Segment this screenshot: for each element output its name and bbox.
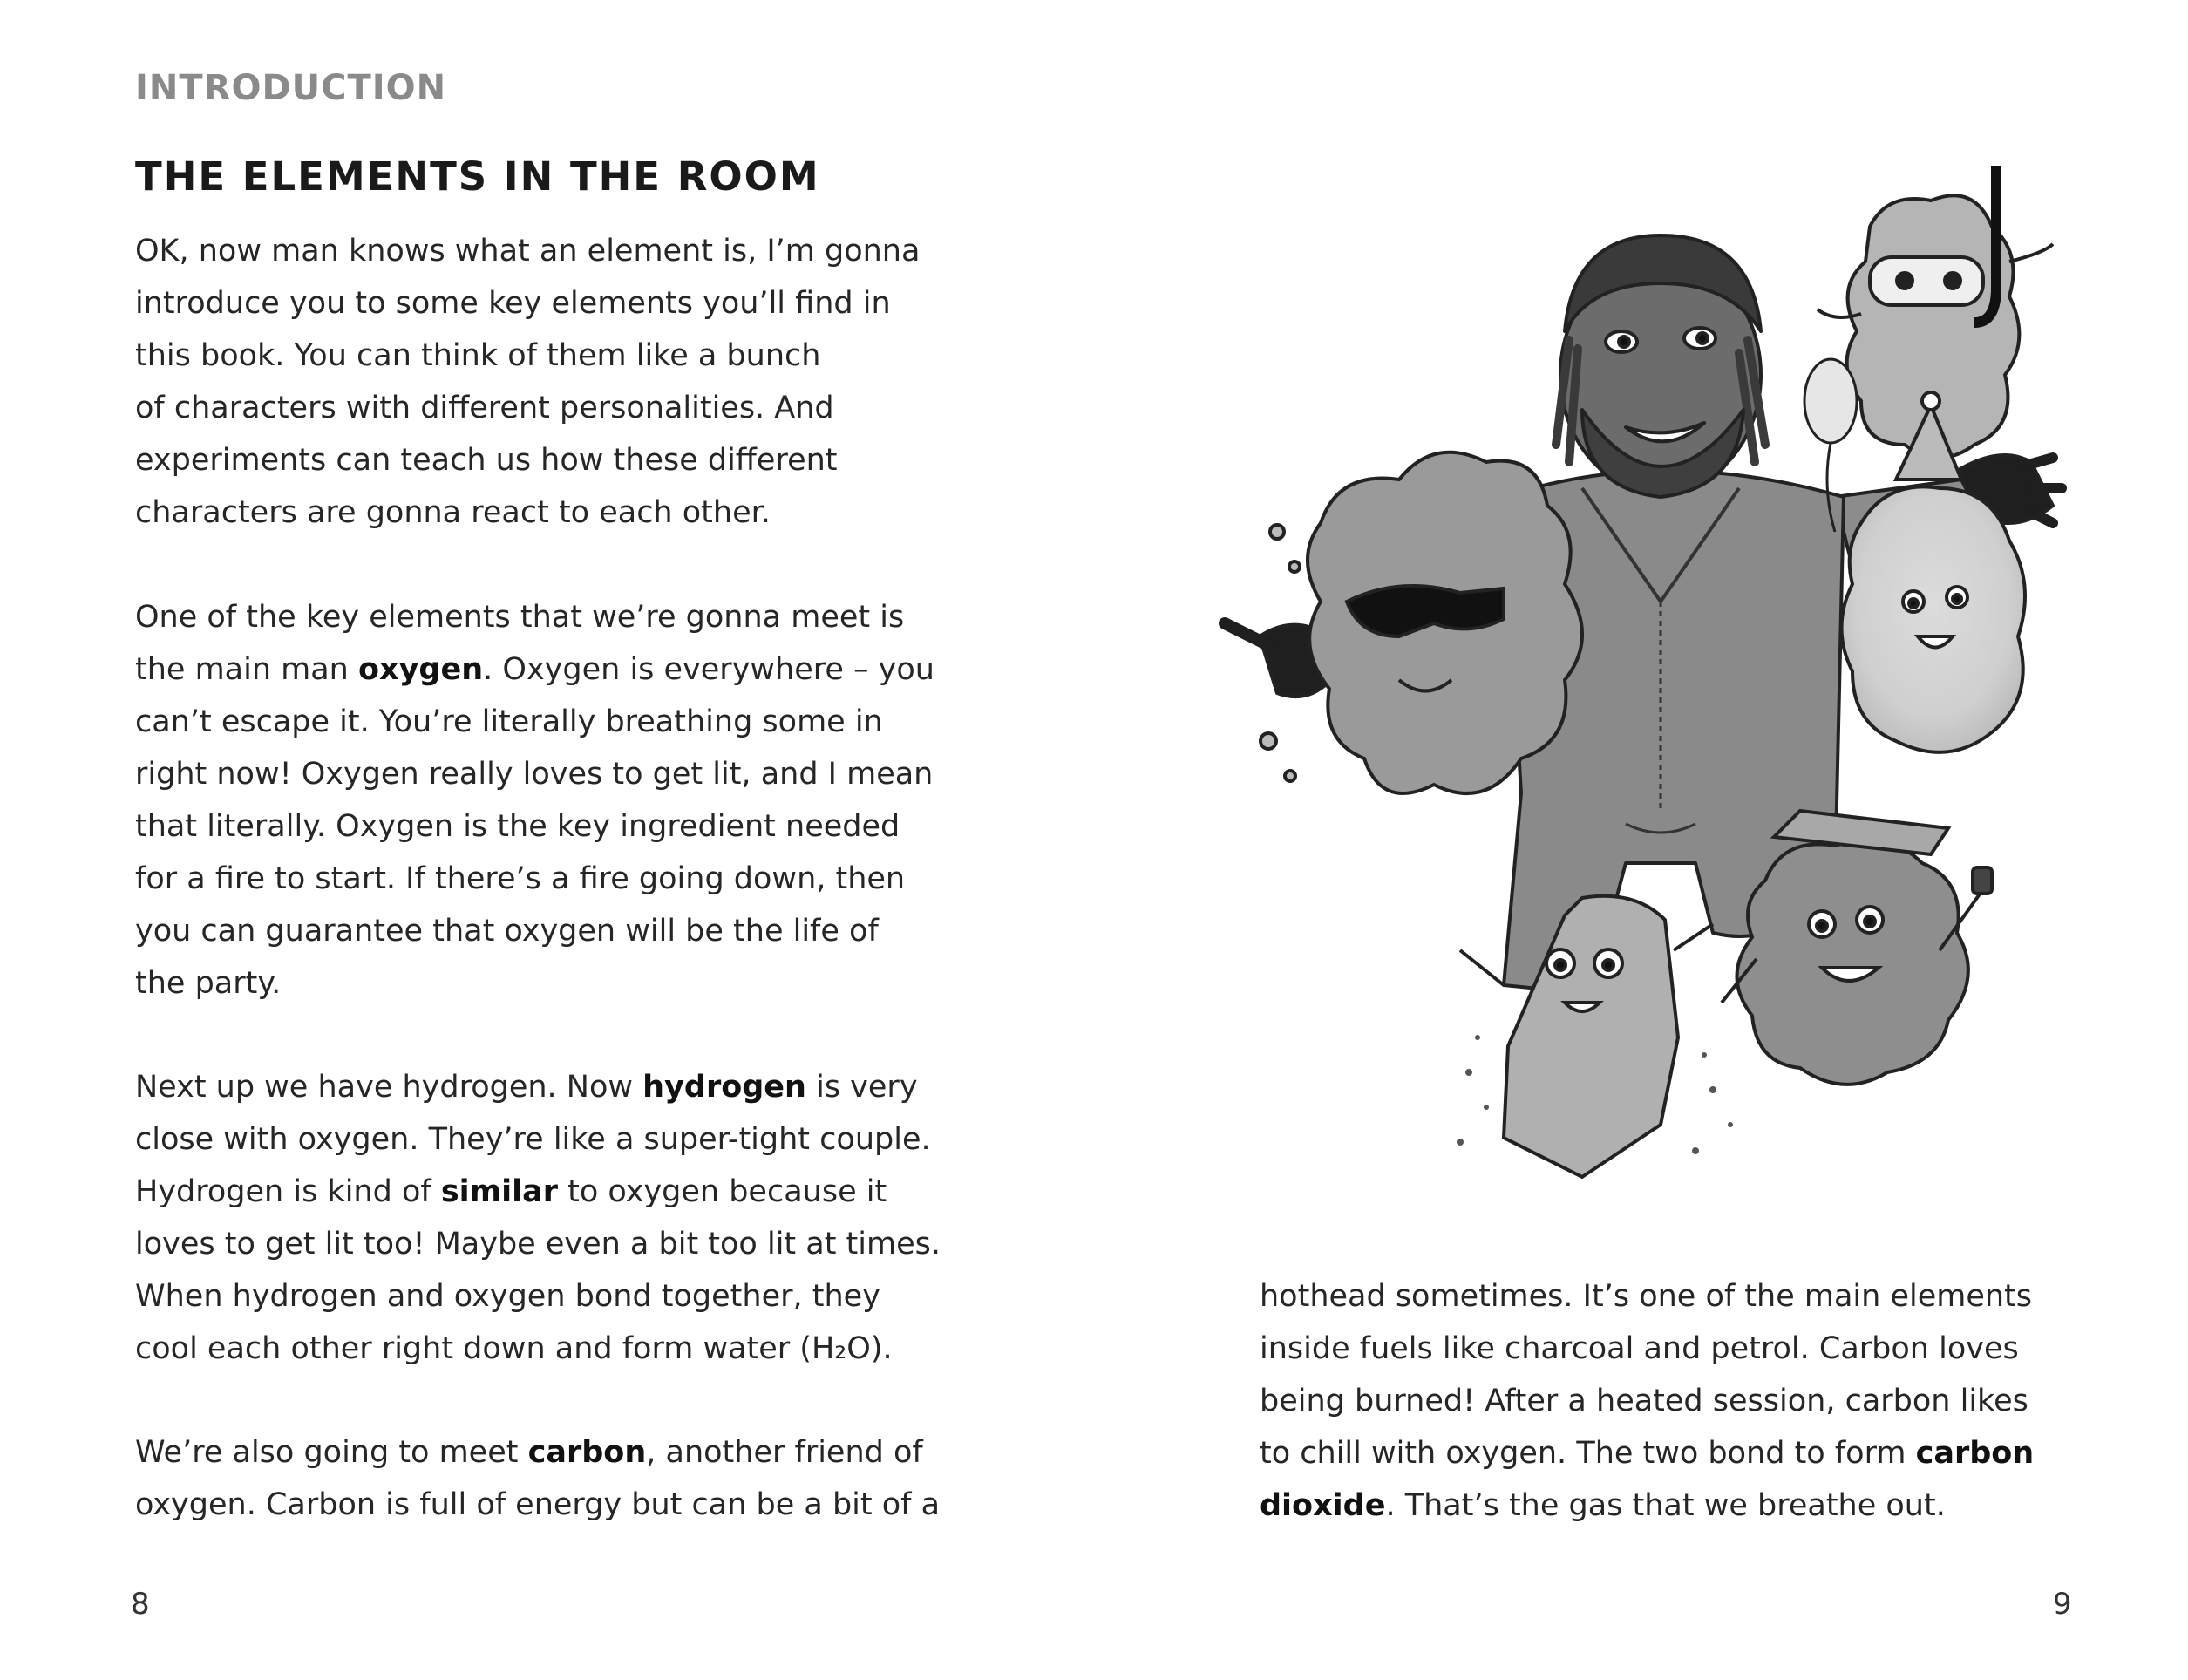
section-label: INTRODUCTION xyxy=(135,68,447,108)
text-run: Next up we have hydrogen. Now xyxy=(135,1070,643,1105)
text-line xyxy=(135,643,955,696)
text-line: this book. You can think of them like a bunch xyxy=(135,338,821,373)
text-line: hothead sometimes. It’s one of the main elements xyxy=(1260,1279,2033,1314)
paragraph-carbon xyxy=(135,1426,955,1531)
keyword-oxygen: oxygen xyxy=(358,652,484,687)
text-line xyxy=(135,1166,955,1218)
text-line: you can guarantee that oxygen will be the life of xyxy=(135,914,879,949)
text-line: of characters with different personalities. And xyxy=(135,391,834,425)
text-line: loves to get lit too! Maybe even a bit too lit at times. xyxy=(135,1227,941,1262)
keyword-dioxide: dioxide xyxy=(1260,1488,1386,1523)
text-run: . Oxygen is everywhere – you xyxy=(483,652,934,687)
page-number-right: 9 xyxy=(2053,1587,2072,1622)
keyword-similar: similar xyxy=(440,1174,558,1209)
text-line: for a fire to start. If there’s a fire going down, then xyxy=(135,861,906,896)
text-line: close with oxygen. They’re like a super-tight couple. xyxy=(135,1122,931,1157)
text-line: right now! Oxygen really loves to get lit, and I mean xyxy=(135,757,934,792)
page-heading: THE ELEMENTS IN THE ROOM xyxy=(135,153,820,200)
text-run: to oxygen because it xyxy=(558,1174,887,1209)
element-characters-illustration xyxy=(1172,113,2131,1212)
text-run: to chill with oxygen. The two bond to form xyxy=(1260,1436,1916,1471)
text-line: One of the key elements that we’re gonna meet is xyxy=(135,600,905,635)
paragraph-carbon-continued xyxy=(1260,1270,2131,1532)
text-line xyxy=(1260,1479,2131,1532)
text-line: introduce you to some key elements you’ll find in xyxy=(135,286,891,321)
text-run: . That’s the gas that we breathe out. xyxy=(1385,1488,1946,1523)
party-character xyxy=(1842,392,2026,752)
text-line: the party. xyxy=(135,966,282,1001)
paragraph-intro xyxy=(135,225,955,539)
paragraph-hydrogen xyxy=(135,1061,955,1375)
keyword-hydrogen: hydrogen xyxy=(642,1070,806,1105)
page-number-left: 8 xyxy=(131,1587,150,1622)
carbon-character xyxy=(1460,896,1713,1177)
text-line: inside fuels like charcoal and petrol. Carbon loves xyxy=(1260,1331,2019,1366)
text-line: cool each other right down and form water (H₂O). xyxy=(135,1331,893,1366)
text-line xyxy=(135,1061,955,1113)
text-run: the main man xyxy=(135,652,358,687)
text-line: oxygen. Carbon is full of energy but can be a bit of a xyxy=(135,1487,941,1522)
text-run: We’re also going to meet xyxy=(135,1435,528,1470)
text-line xyxy=(135,1426,955,1479)
text-line: When hydrogen and oxygen bond together, they xyxy=(135,1279,880,1314)
keyword-carbon: carbon xyxy=(527,1435,647,1470)
right-page xyxy=(1094,0,2188,1680)
keyword-carbon-dioxide: carbon xyxy=(1915,1436,2035,1471)
text-line: can’t escape it. You’re literally breathing some in xyxy=(135,704,883,739)
text-run: is very xyxy=(805,1070,918,1105)
text-line: characters are gonna react to each other. xyxy=(135,495,771,530)
text-line: that literally. Oxygen is the key ingredient needed xyxy=(135,809,900,844)
text-line xyxy=(1260,1427,2131,1479)
text-run: , another friend of xyxy=(646,1435,923,1470)
text-run: Hydrogen is kind of xyxy=(135,1174,441,1209)
oxygen-character xyxy=(1260,452,1582,793)
text-line: being burned! After a heated session, carbon likes xyxy=(1260,1384,2028,1418)
text-line: experiments can teach us how these different xyxy=(135,443,838,478)
paragraph-oxygen xyxy=(135,591,955,1010)
text-line: OK, now man knows what an element is, I’m gonna xyxy=(135,234,921,269)
